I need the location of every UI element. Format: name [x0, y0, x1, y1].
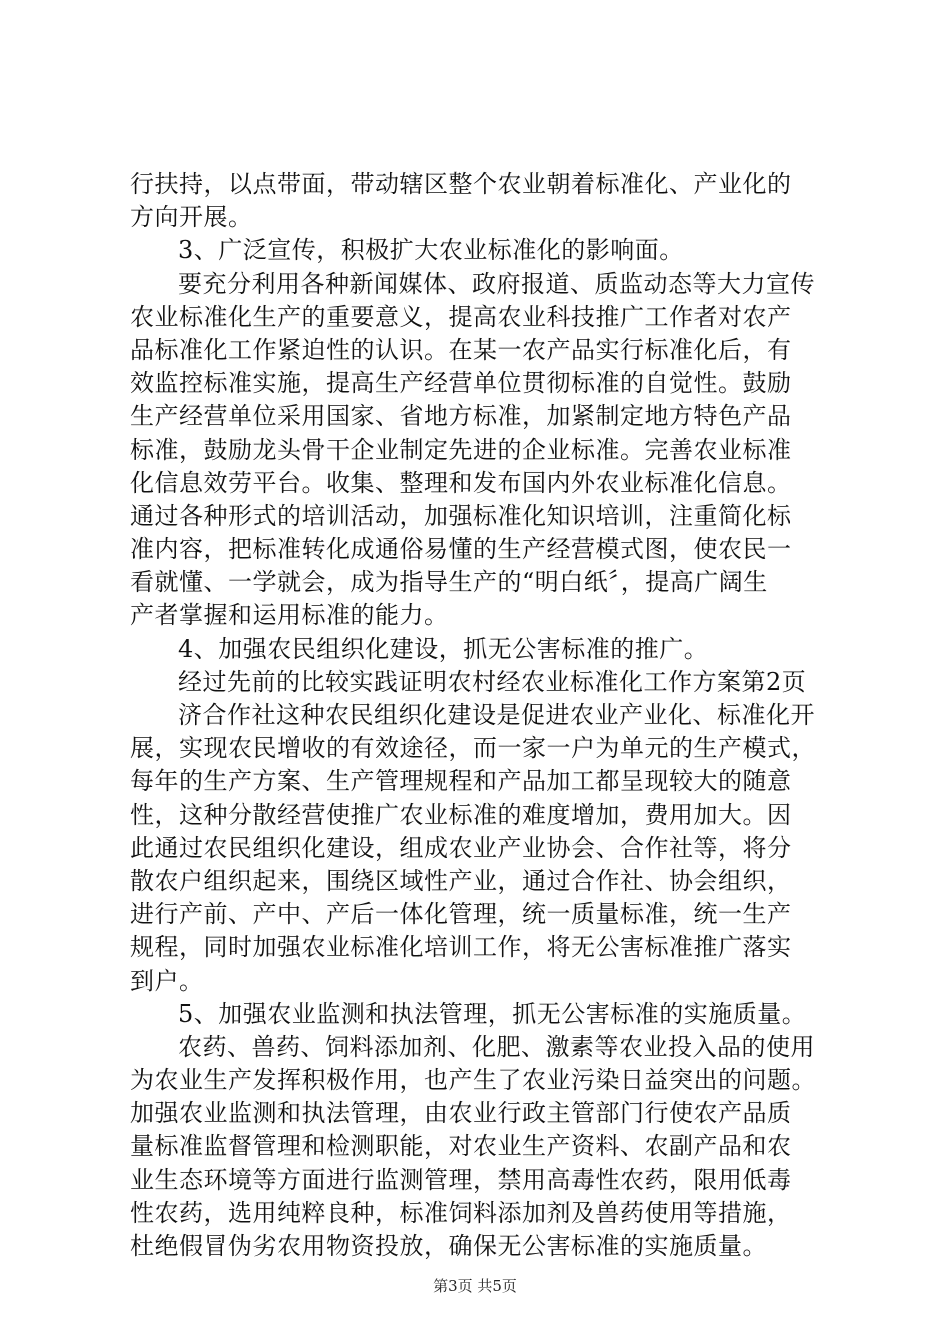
text-line: 为农业生产发挥积极作用，也产生了农业污染日益突出的问题。: [130, 1066, 816, 1095]
text-line: 要充分利用各种新闻媒体、政府报道、质监动态等大力宣传: [178, 269, 815, 298]
text-line: 性，这种分散经营使推广农业标准的难度增加，费用加大。因: [130, 800, 792, 829]
text-line: 规程，同时加强农业标准化培训工作，将无公害标准推广落实: [130, 933, 792, 962]
text-line: 每年的生产方案、生产管理规程和产品加工都呈现较大的随意: [130, 767, 792, 796]
text-line: 经过先前的比较实践证明农村经农业标准化工作方案第2页: [178, 667, 807, 696]
text-line: 量标准监督管理和检测职能，对农业生产资料、农副产品和农: [130, 1132, 792, 1161]
text-line: 加强农业监测和执法管理，由农业行政主管部门行使农产品质: [130, 1099, 792, 1128]
text-line: 展，实现农民增收的有效途径，而一家一户为单元的生产模式，: [130, 734, 816, 763]
text-line: 效监控标准实施，提高生产经营单位贯彻标准的自觉性。鼓励: [130, 369, 792, 398]
text-line: 进行产前、产中、产后一体化管理，统一质量标准，统一生产: [130, 900, 792, 929]
text-line: 方向开展。: [130, 203, 253, 232]
text-line: 到户。: [130, 966, 204, 995]
page-footer: [0, 1276, 950, 1296]
text-line: 品标准化工作紧迫性的认识。在某一农产品实行标准化后，有: [130, 335, 792, 364]
document-body: [130, 168, 830, 1263]
text-line: 行扶持，以点带面，带动辖区整个农业朝着标准化、产业化的: [130, 170, 792, 198]
text-line: 产者掌握和运用标准的能力。: [130, 601, 449, 630]
text-line: 准内容，把标准转化成通俗易懂的生产经营模式图，使农民一: [130, 535, 792, 564]
section-heading: 3、广泛宣传，积极扩大农业标准化的影响面。: [178, 236, 684, 265]
section-heading: 5、加强农业监测和执法管理，抓无公害标准的实施质量。: [178, 999, 807, 1028]
text-line: 此通过农民组织化建设，组成农业产业协会、合作社等，将分: [130, 833, 792, 862]
text-line: 通过各种形式的培训活动，加强标准化知识培训，注重简化标: [130, 501, 792, 530]
text-line: 生产经营单位采用国家、省地方标准，加紧制定地方特色产品: [130, 402, 792, 431]
text-line: 性农药，选用纯粹良种，标准饲料添加剂及兽药使用等措施，: [130, 1198, 792, 1227]
text-line: 业生态环境等方面进行监测管理，禁用高毒性农药，限用低毒: [130, 1165, 792, 1194]
text-line: 杜绝假冒伪劣农用物资投放，确保无公害标准的实施质量。: [130, 1232, 767, 1260]
section-heading: 4、加强农民组织化建设，抓无公害标准的推广。: [178, 634, 709, 663]
page-number: 第3页 共5页: [433, 1277, 517, 1295]
text-line: 农药、兽药、饲料添加剂、化肥、激素等农业投入品的使用: [178, 1032, 815, 1061]
text-line: 化信息效劳平台。收集、整理和发布国内外农业标准化信息。: [130, 468, 792, 497]
text-line: 济合作社这种农民组织化建设是促进农业产业化、标准化开: [178, 701, 815, 729]
text-line: 农业标准化生产的重要意义，提高农业科技推广工作者对农产: [130, 302, 792, 331]
text-line: 散农户组织起来，围绕区域性产业，通过合作社、协会组织，: [130, 866, 792, 895]
text-line: 标准，鼓励龙头骨干企业制定先进的企业标准。完善农业标准: [130, 435, 792, 464]
text-line: 看就懂、一学就会，成为指导生产的“明白纸〞，提高广阔生: [130, 568, 768, 597]
